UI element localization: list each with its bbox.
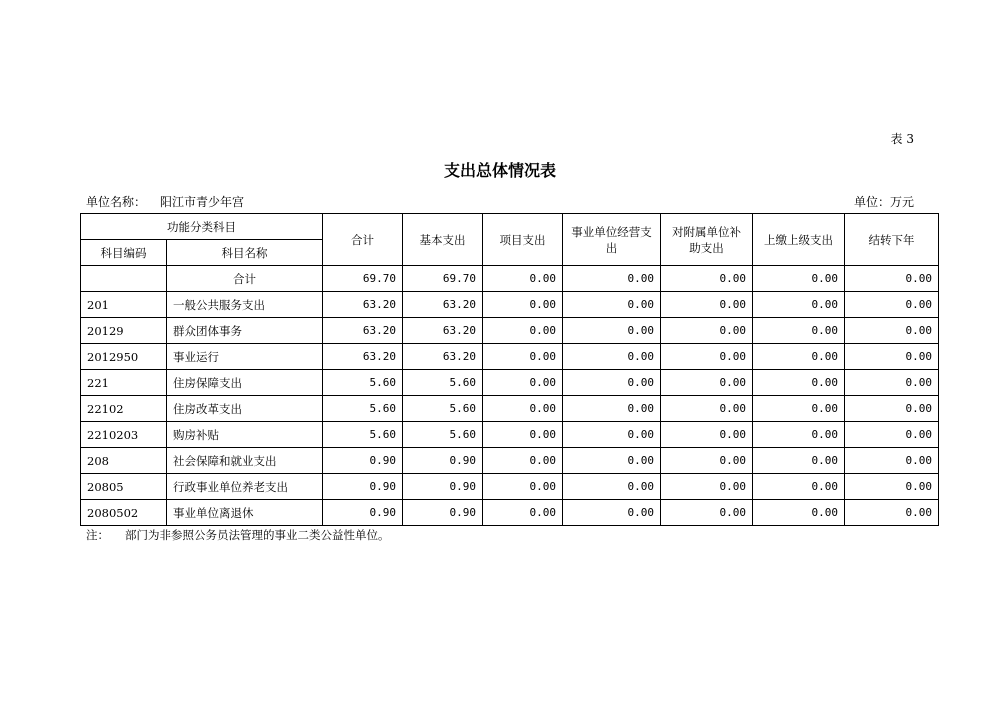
cell-value: 0.00: [661, 318, 753, 344]
header-project: 项目支出: [483, 214, 563, 266]
cell-value: 69.70: [323, 266, 403, 292]
header-total: 合计: [323, 214, 403, 266]
cell-value: 0.00: [845, 500, 939, 526]
cell-value: 5.60: [323, 422, 403, 448]
cell-value: 0.90: [323, 448, 403, 474]
cell-value: 0.00: [563, 396, 661, 422]
table-row: [81, 370, 939, 396]
cell-value: 0.90: [403, 500, 483, 526]
cell-value: 0.00: [483, 396, 563, 422]
cell-code: 2080502: [81, 500, 167, 526]
total-row: [81, 266, 939, 292]
cell-code: 2210203: [81, 422, 167, 448]
cell-code: 2012950: [81, 344, 167, 370]
header-name: 科目名称: [167, 240, 323, 266]
cell-value: 0.00: [753, 422, 845, 448]
table-row: [81, 474, 939, 500]
footnote-label: 注：: [86, 528, 109, 542]
cell-value: 63.20: [403, 318, 483, 344]
cell-code: 201: [81, 292, 167, 318]
unit-name-label: 单位名称：: [86, 195, 147, 209]
cell-value: 5.60: [403, 370, 483, 396]
cell-value: 0.00: [845, 370, 939, 396]
table-row: [81, 292, 939, 318]
cell-value: 0.00: [483, 474, 563, 500]
cell-value: 0.00: [483, 448, 563, 474]
cell-value: 0.00: [661, 344, 753, 370]
cell-code: 208: [81, 448, 167, 474]
cell-name: 行政事业单位养老支出: [167, 474, 323, 500]
cell-value: 5.60: [403, 396, 483, 422]
cell-value: 63.20: [403, 344, 483, 370]
footnote: [86, 527, 390, 543]
cell-name: 事业运行: [167, 344, 323, 370]
cell-value: 0.00: [661, 422, 753, 448]
cell-value: 0.00: [845, 292, 939, 318]
footnote-text: 部门为非参照公务员法管理的事业二类公益性单位。: [125, 528, 390, 542]
cell-value: 0.00: [753, 396, 845, 422]
cell-value: 0.00: [753, 474, 845, 500]
cell-value: 0.90: [403, 448, 483, 474]
cell-value: 0.00: [483, 266, 563, 292]
cell-value: 0.00: [753, 318, 845, 344]
cell-value: 0.00: [661, 266, 753, 292]
cell-value: 0.00: [483, 422, 563, 448]
cell-value: 0.00: [483, 344, 563, 370]
total-label: 合计: [167, 266, 323, 292]
cell-value: 0.00: [753, 448, 845, 474]
cell-name: 社会保障和就业支出: [167, 448, 323, 474]
cell-value: 5.60: [323, 370, 403, 396]
cell-value: 63.20: [323, 292, 403, 318]
cell-value: 0.00: [661, 292, 753, 318]
cell-value: 0.00: [483, 370, 563, 396]
table-row: [81, 396, 939, 422]
cell-name: 一般公共服务支出: [167, 292, 323, 318]
cell-name: 住房改革支出: [167, 396, 323, 422]
cell-value: 0.00: [845, 318, 939, 344]
cell-value: 5.60: [403, 422, 483, 448]
cell-code: [81, 266, 167, 292]
cell-value: 0.00: [483, 500, 563, 526]
cell-code: 20805: [81, 474, 167, 500]
cell-value: 0.00: [845, 396, 939, 422]
cell-value: 5.60: [323, 396, 403, 422]
cell-value: 0.00: [753, 266, 845, 292]
cell-value: 0.00: [563, 266, 661, 292]
cell-value: 0.00: [563, 344, 661, 370]
cell-value: 0.90: [323, 474, 403, 500]
cell-code: 20129: [81, 318, 167, 344]
cell-value: 0.00: [563, 370, 661, 396]
cell-value: 0.00: [563, 474, 661, 500]
cell-value: 69.70: [403, 266, 483, 292]
table-number: 表 3: [890, 132, 914, 146]
header-subsidy: 对附属单位补助支出: [661, 214, 753, 266]
table-row: [81, 500, 939, 526]
header-function-category: 功能分类科目: [81, 214, 323, 240]
table-row: [81, 344, 939, 370]
header-remit: 上缴上级支出: [753, 214, 845, 266]
table-row: [81, 422, 939, 448]
unit-name: [86, 193, 244, 210]
cell-value: 0.00: [563, 318, 661, 344]
cell-value: 0.90: [323, 500, 403, 526]
cell-name: 住房保障支出: [167, 370, 323, 396]
cell-value: 0.00: [661, 396, 753, 422]
cell-value: 0.00: [753, 500, 845, 526]
table-row: [81, 448, 939, 474]
cell-value: 0.00: [845, 474, 939, 500]
cell-value: 0.00: [563, 448, 661, 474]
cell-value: 0.00: [563, 500, 661, 526]
cell-value: 0.00: [563, 292, 661, 318]
header-basic: 基本支出: [403, 214, 483, 266]
cell-value: 0.00: [661, 448, 753, 474]
cell-value: 0.00: [753, 344, 845, 370]
cell-value: 0.00: [753, 370, 845, 396]
cell-value: 0.00: [483, 318, 563, 344]
cell-value: 0.00: [661, 500, 753, 526]
cell-value: 0.00: [661, 370, 753, 396]
page-title: 支出总体情况表: [443, 161, 556, 180]
cell-value: 0.00: [845, 422, 939, 448]
cell-value: 0.00: [563, 422, 661, 448]
cell-name: 群众团体事务: [167, 318, 323, 344]
cell-name: 购房补贴: [167, 422, 323, 448]
header-business: 事业单位经营支出: [563, 214, 661, 266]
cell-value: 63.20: [323, 344, 403, 370]
cell-value: 0.00: [845, 266, 939, 292]
cell-value: 0.00: [845, 448, 939, 474]
cell-code: 22102: [81, 396, 167, 422]
table-row: [81, 318, 939, 344]
cell-value: 0.00: [483, 292, 563, 318]
cell-value: 0.00: [661, 474, 753, 500]
cell-value: 0.00: [753, 292, 845, 318]
cell-value: 0.90: [403, 474, 483, 500]
cell-name: 事业单位离退休: [167, 500, 323, 526]
currency-unit: 单位：万元: [853, 195, 914, 209]
cell-code: 221: [81, 370, 167, 396]
header-code: 科目编码: [81, 240, 167, 266]
unit-name-value: 阳江市青少年宫: [160, 195, 245, 209]
cell-value: 0.00: [845, 344, 939, 370]
cell-value: 63.20: [323, 318, 403, 344]
expenditure-table: [80, 213, 939, 526]
header-carryover: 结转下年: [845, 214, 939, 266]
cell-value: 63.20: [403, 292, 483, 318]
